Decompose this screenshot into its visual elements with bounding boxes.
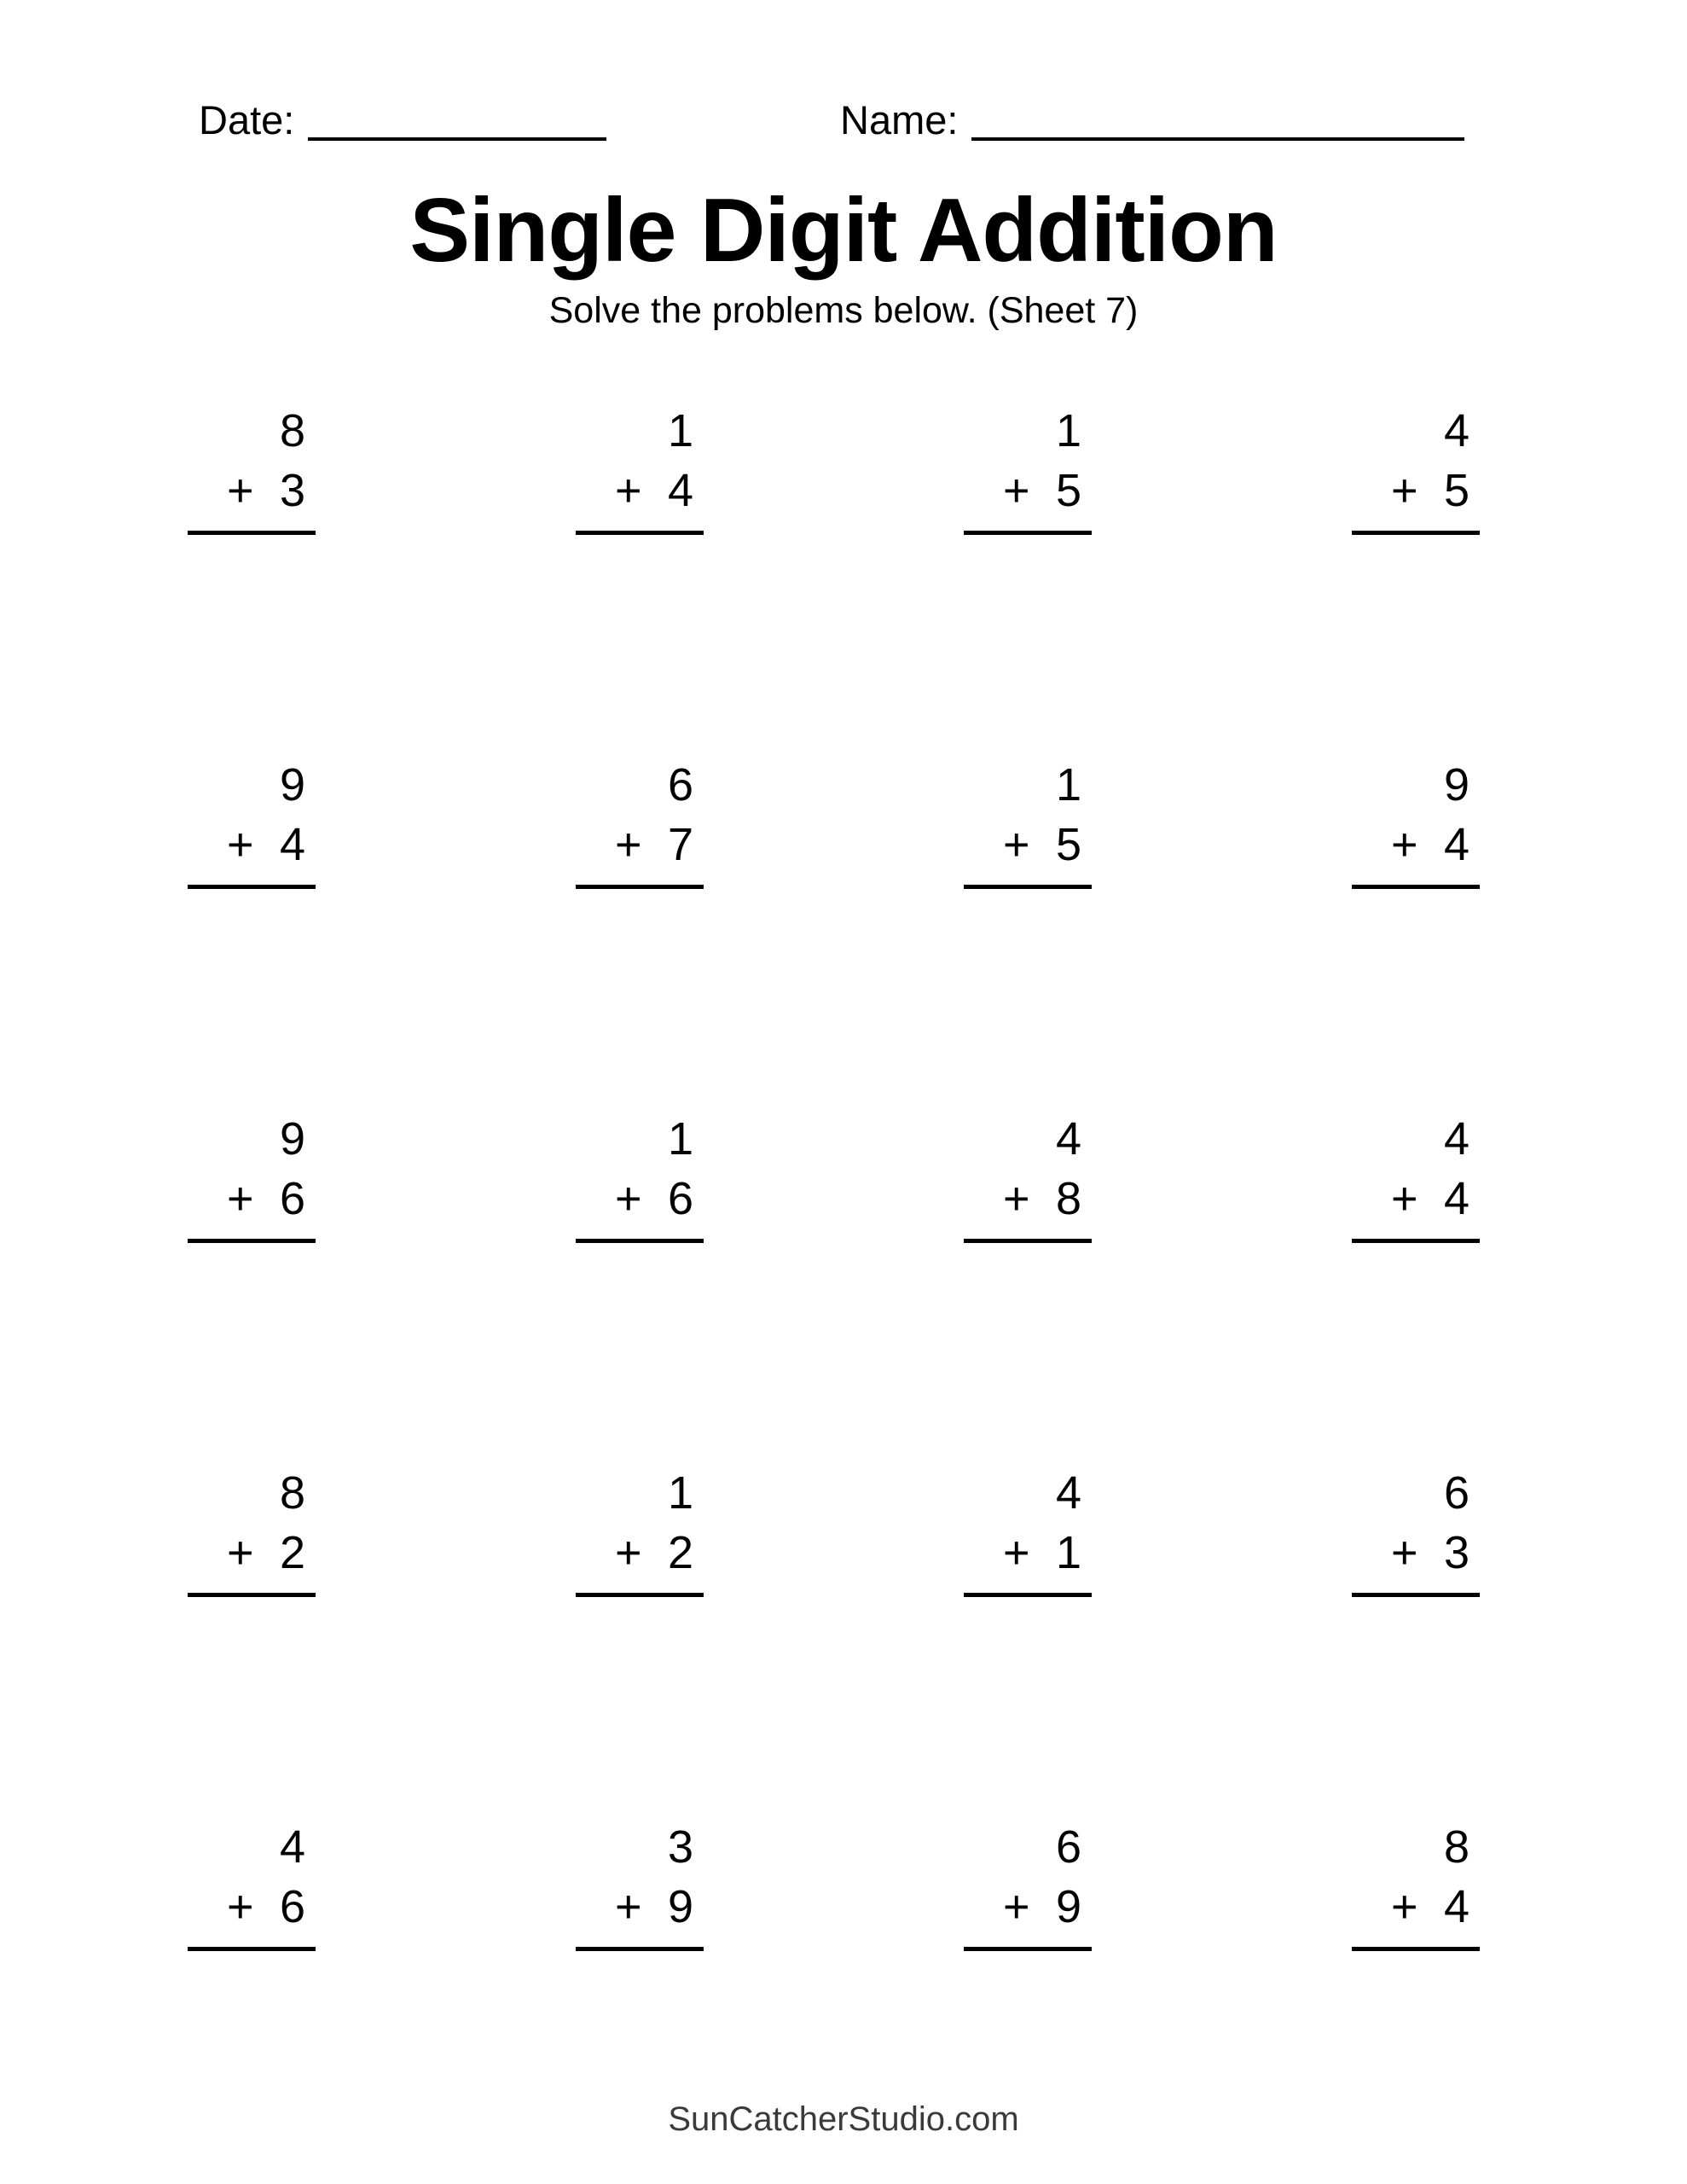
answer-line [576, 1239, 704, 1243]
problem-top-number: 8 [279, 1467, 305, 1519]
problem-operator-row [188, 461, 316, 520]
plus-operator: + [1003, 1527, 1030, 1578]
problem-operator-row [188, 815, 316, 874]
addition-problem [188, 401, 316, 755]
problem-bottom-number: 2 [279, 1527, 305, 1578]
problem-bottom-number: 4 [1443, 1173, 1470, 1224]
plus-operator: + [1003, 1173, 1030, 1224]
plus-operator: + [1003, 819, 1030, 870]
problem-bottom-number: 6 [279, 1881, 305, 1932]
page-subtitle: Solve the problems below. (Sheet 7) [548, 290, 1139, 331]
name-label: Name: [840, 97, 959, 142]
page-title: Single Digit Addition [409, 180, 1278, 281]
plus-operator: + [1003, 465, 1030, 516]
plus-operator: + [615, 465, 642, 516]
problem-bottom-number: 6 [279, 1173, 305, 1224]
answer-line [964, 885, 1092, 889]
answer-line [1352, 885, 1480, 889]
answer-line [576, 1593, 704, 1597]
problem-bottom-number: 2 [667, 1527, 693, 1578]
problem-bottom-number: 1 [1055, 1527, 1081, 1578]
problem-top-number: 3 [667, 1821, 693, 1873]
problem-operator-row [964, 1523, 1092, 1583]
addition-problem [188, 1109, 316, 1463]
problem-operator-row [576, 1523, 704, 1583]
addition-problem [576, 755, 704, 1109]
name-blank-line [971, 137, 1464, 141]
answer-line [964, 1947, 1092, 1951]
answer-line [1352, 1239, 1480, 1243]
footer-credit: SunCatcherStudio.com [668, 2100, 1019, 2138]
problem-top-number: 8 [1443, 1821, 1470, 1873]
plus-operator: + [1003, 1881, 1030, 1932]
addition-problem [188, 1463, 316, 1817]
name-field [840, 99, 1464, 141]
plus-operator: + [1391, 819, 1418, 870]
plus-operator: + [227, 1881, 254, 1932]
answer-line [188, 531, 316, 535]
addition-problem [964, 1463, 1092, 1817]
problem-bottom-number: 5 [1055, 819, 1081, 870]
addition-problem [1352, 1463, 1480, 1817]
answer-line [964, 1593, 1092, 1597]
problem-top-number: 4 [1055, 1113, 1081, 1165]
plus-operator: + [615, 1173, 642, 1224]
plus-operator: + [1391, 1881, 1418, 1932]
problem-top-number: 8 [279, 405, 305, 456]
problem-bottom-number: 9 [1055, 1881, 1081, 1932]
problem-operator-row [964, 461, 1092, 520]
problem-bottom-number: 4 [279, 819, 305, 870]
answer-line [1352, 1593, 1480, 1597]
answer-line [576, 1947, 704, 1951]
problem-operator-row [964, 1877, 1092, 1937]
problem-operator-row [964, 815, 1092, 874]
problem-top-number: 9 [279, 759, 305, 810]
problem-operator-row [576, 1169, 704, 1228]
problem-bottom-number: 7 [667, 819, 693, 870]
problem-operator-row [1352, 1523, 1480, 1583]
problem-operator-row [188, 1523, 316, 1583]
plus-operator: + [615, 819, 642, 870]
addition-problem [1352, 401, 1480, 755]
problems-grid [188, 401, 1488, 2171]
problem-bottom-number: 5 [1443, 465, 1470, 516]
problem-operator-row [576, 1877, 704, 1937]
problem-top-number: 9 [279, 1113, 305, 1165]
problem-top-number: 1 [1055, 405, 1081, 456]
problem-operator-row [1352, 1169, 1480, 1228]
addition-problem [576, 1109, 704, 1463]
problem-top-number: 4 [1443, 405, 1470, 456]
addition-problem [1352, 1109, 1480, 1463]
answer-line [188, 1593, 316, 1597]
problem-bottom-number: 4 [667, 465, 693, 516]
problem-top-number: 6 [1443, 1467, 1470, 1519]
date-label: Date: [199, 97, 295, 142]
problem-operator-row [188, 1169, 316, 1228]
problem-top-number: 9 [1443, 759, 1470, 810]
problem-top-number: 1 [1055, 759, 1081, 810]
date-blank-line [308, 137, 606, 141]
problem-operator-row [576, 815, 704, 874]
problem-top-number: 6 [667, 759, 693, 810]
problem-bottom-number: 3 [279, 465, 305, 516]
answer-line [1352, 531, 1480, 535]
problem-top-number: 4 [1055, 1467, 1081, 1519]
addition-problem [964, 1109, 1092, 1463]
answer-line [964, 531, 1092, 535]
plus-operator: + [227, 465, 254, 516]
answer-line [576, 885, 704, 889]
problem-bottom-number: 9 [667, 1881, 693, 1932]
problem-top-number: 4 [279, 1821, 305, 1873]
problem-operator-row [964, 1169, 1092, 1228]
answer-line [1352, 1947, 1480, 1951]
plus-operator: + [227, 1527, 254, 1578]
problem-operator-row [188, 1877, 316, 1937]
plus-operator: + [1391, 1527, 1418, 1578]
plus-operator: + [615, 1527, 642, 1578]
answer-line [188, 885, 316, 889]
answer-line [964, 1239, 1092, 1243]
plus-operator: + [227, 1173, 254, 1224]
addition-problem [576, 1463, 704, 1817]
plus-operator: + [1391, 1173, 1418, 1224]
problem-top-number: 1 [667, 405, 693, 456]
plus-operator: + [1391, 465, 1418, 516]
problem-operator-row [1352, 461, 1480, 520]
plus-operator: + [227, 819, 254, 870]
problem-top-number: 6 [1055, 1821, 1081, 1873]
problem-bottom-number: 8 [1055, 1173, 1081, 1224]
problem-bottom-number: 4 [1443, 1881, 1470, 1932]
addition-problem [964, 755, 1092, 1109]
problem-top-number: 1 [667, 1467, 693, 1519]
addition-problem [576, 401, 704, 755]
problem-bottom-number: 6 [667, 1173, 693, 1224]
answer-line [188, 1947, 316, 1951]
addition-problem [1352, 755, 1480, 1109]
problem-bottom-number: 4 [1443, 819, 1470, 870]
problem-top-number: 1 [667, 1113, 693, 1165]
problem-operator-row [576, 461, 704, 520]
problem-operator-row [1352, 1877, 1480, 1937]
addition-problem [188, 755, 316, 1109]
date-field [199, 99, 606, 141]
problem-operator-row [1352, 815, 1480, 874]
answer-line [576, 531, 704, 535]
plus-operator: + [615, 1881, 642, 1932]
problem-bottom-number: 3 [1443, 1527, 1470, 1578]
addition-problem [964, 401, 1092, 755]
problem-bottom-number: 5 [1055, 465, 1081, 516]
problem-top-number: 4 [1443, 1113, 1470, 1165]
answer-line [188, 1239, 316, 1243]
